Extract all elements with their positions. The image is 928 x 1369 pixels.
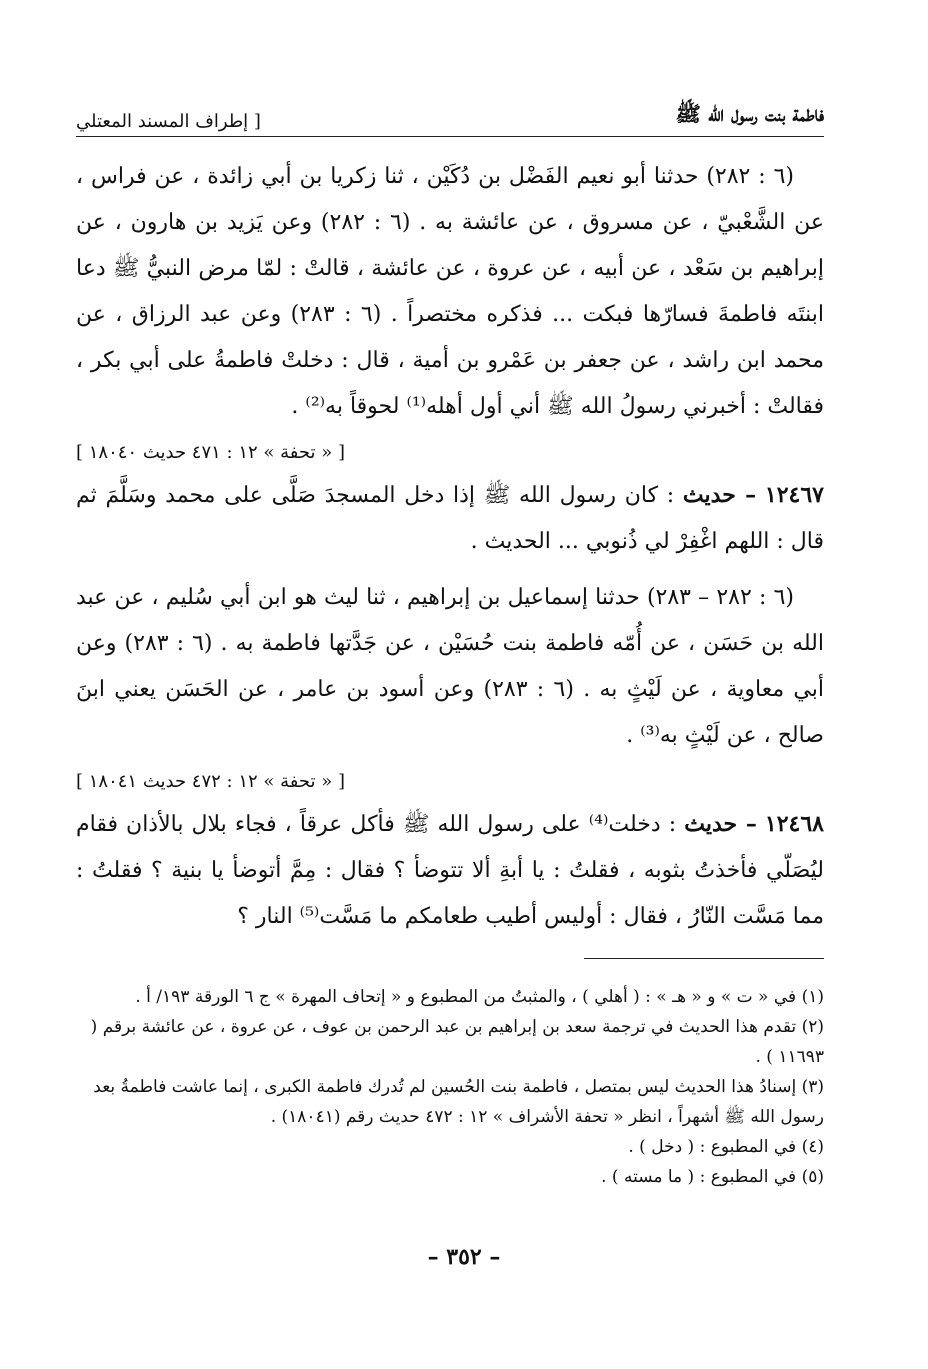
footnote-text: تقدم هذا الحديث في ترجمة سعد بن إبراهيم بن عبد الرحمن بن عوف ، عن عروة ، عن عائشة برقم ( ١١٦٩٣ ) . bbox=[90, 1017, 824, 1067]
footnote-text: في « ت » و « هـ » : ( أهلي ) ، والمثبتُ من المطبوع و « إتحاف المهرة » ج ٦ الورقة ١٩٣/ أ . bbox=[135, 987, 797, 1007]
footnote-4 bbox=[76, 1132, 824, 1162]
hadith-text: : دخلت⁽⁴⁾ على رسول الله ﷺ فأكل عرقاً ، فجاء بلال بالأذان فقام ليُصَلّي فأخذتُ بثوبه ، فقلتُ : يا أبةِ ألا تتوضأ ؟ فقال : مِمَّ أتوضأ يا بنية ؟ فقلتُ : مما مَسَّت النّارُ ، فقال : أوليس أطيب طعامكم ما مَسَّت⁽⁵⁾ النار ؟ bbox=[76, 812, 824, 929]
footnotes bbox=[76, 982, 824, 1192]
footnote-2 bbox=[76, 1012, 824, 1072]
footnote-1 bbox=[76, 982, 824, 1012]
tuhfa-reference-2: [ « تحفة » ١٢ : ٤٧٢ حديث ١٨٠٤١ ] bbox=[76, 771, 345, 792]
footnote-3 bbox=[76, 1072, 824, 1132]
hadith-number: ١٢٤٦٧ bbox=[764, 482, 824, 508]
footnote-marker: (٥) bbox=[801, 1167, 824, 1187]
footnote-marker: (٣) bbox=[801, 1077, 824, 1097]
header-chapter-title: فاطمة بنت رسول الله ﷺ bbox=[675, 101, 824, 126]
hadith-label: – حديث bbox=[682, 482, 757, 508]
hadith-number: ١٢٤٦٨ bbox=[764, 811, 824, 837]
footnote-separator bbox=[584, 958, 824, 959]
footnote-marker: (٤) bbox=[801, 1137, 824, 1157]
footnote-5 bbox=[76, 1162, 824, 1192]
hadith-entry-12467 bbox=[76, 472, 824, 565]
hadith-label: – حديث bbox=[684, 811, 757, 837]
hadith-entry-12468 bbox=[76, 801, 824, 940]
tuhfa-reference-1: [ « تحفة » ١٢ : ٤٧١ حديث ١٨٠٤٠ ] bbox=[76, 442, 345, 463]
header-book-title: [ إطراف المسند المعتلي bbox=[76, 111, 261, 132]
footnote-text: في المطبوع : ( دخل ) . bbox=[628, 1137, 797, 1157]
footnote-marker: (١) bbox=[801, 987, 824, 1007]
main-text bbox=[76, 154, 824, 940]
isnad-paragraph-1: (٦ : ٢٨٢) حدثنا أبو نعيم الفَضْل بن دُكَيْن ، ثنا زكريا بن أبي زائدة ، عن فراس ، عن الشَّعْبيّ ، عن مسروق ، عن عائشة به . (٦ : ٢٨٢) وعن يَزيد بن هارون ، عن إبراهيم بن سَعْد ، عن أبيه ، عن عروة ، عن عائشة ، قالتْ : لمّا مرض النبيُّ ﷺ دعا ابنتَه فاطمةَ فسارّها فبكت ... فذكره مختصراً . (٦ : ٢٨٣) وعن عبد الرزاق ، عن محمد ابن راشد ، عن جعفر بن عَمْرو بن أمية ، قال : دخلتْ فاطمةُ على أبي بكر ، فقالتْ : أخبرني رسولُ الله ﷺ أني أول أهله⁽¹⁾ لحوقاً به⁽²⁾ . bbox=[76, 164, 825, 419]
isnad-paragraph-2: (٦ : ٢٨٢ – ٢٨٣) حدثنا إسماعيل بن إبراهيم ، ثنا ليث هو ابن أبي سُليم ، عن عبد الله بن حَسَن ، عن أُمّه فاطمة بنت حُسَيْن ، عن جَدَّتها فاطمة به . (٦ : ٢٨٣) وعن أبي معاوية ، عن لَيْثٍ به . (٦ : ٢٨٣) وعن أسود بن عامر ، عن الحَسَن يعني ابنَ صالح ، عن لَيْثٍ به⁽³⁾ . bbox=[76, 585, 824, 748]
running-header bbox=[76, 92, 824, 137]
footnote-text: في المطبوع : ( ما مسته ) . bbox=[601, 1167, 797, 1187]
footnote-text: إسنادُ هذا الحديث ليس بمتصل ، فاطمة بنت الحُسين لم تُدرك فاطمة الكبرى ، إنما عاشت فاطمةُ بعد رسول الله ﷺ أشهراً ، انظر « تحفة الأشراف » ١٢ : ٤٧٢ حديث رقم (١٨٠٤١) . bbox=[93, 1077, 824, 1127]
page-number: – ٣٥٢ – bbox=[427, 1244, 501, 1270]
hadith-text: : كان رسول الله ﷺ إذا دخل المسجدَ صَلَّى على محمد وسَلَّمَ ثم قال : اللهم اغْفِرْ لي ذُنوبي ... الحديث . bbox=[76, 483, 824, 554]
footnote-marker: (٢) bbox=[801, 1017, 824, 1037]
